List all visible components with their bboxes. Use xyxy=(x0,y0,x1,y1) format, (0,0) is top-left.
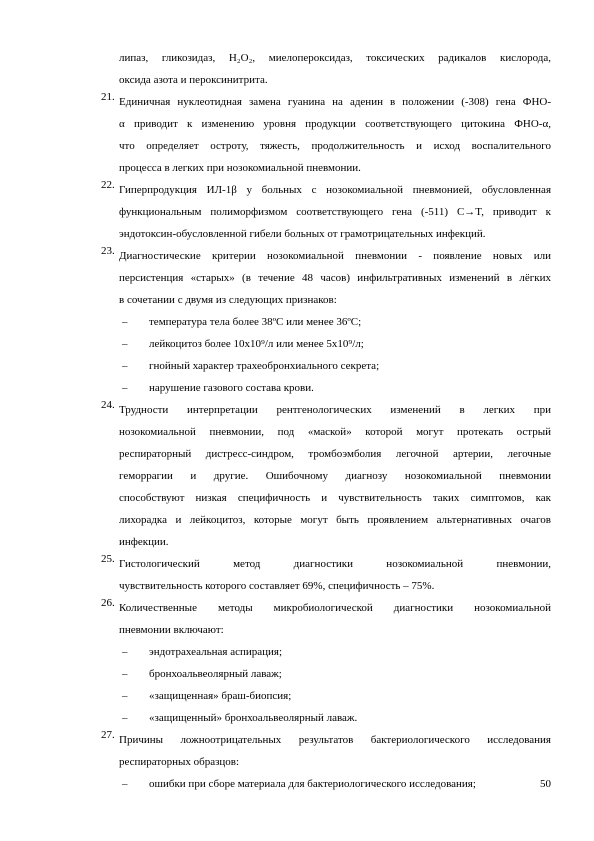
text-line: Единичная нуклеотидная замена гуанина на аденин в положении (-308) гена ФНО- xyxy=(119,96,551,108)
item-number: 23. xyxy=(101,245,115,257)
item-number: 26. xyxy=(101,597,115,609)
dash-marker: – xyxy=(122,338,128,350)
item-number: 25. xyxy=(101,553,115,565)
bullet-text: бронхоальвеолярный лаваж; xyxy=(149,668,282,680)
bullet-item xyxy=(119,333,551,355)
bullet-text: нарушение газового состава крови. xyxy=(149,382,314,394)
dash-marker: – xyxy=(122,360,128,372)
text-line: нозокомиальной пневмонии, под «маской» которой могут протекать острый xyxy=(119,426,551,438)
numbered-item xyxy=(101,729,551,795)
bullet-item xyxy=(119,663,551,685)
text-line: Количественные методы микробиологической диагностики нозокомиальной xyxy=(119,602,551,614)
text-line: респираторных образцов: xyxy=(119,756,240,768)
item-number: 21. xyxy=(101,91,115,103)
text-line: Трудности интерпретации рентгенологических изменений в легких при xyxy=(119,404,551,416)
bullet-text: «защищенный» бронхоальвеолярный лаваж. xyxy=(149,712,358,724)
dash-marker: – xyxy=(122,778,128,790)
bullet-item xyxy=(119,641,551,663)
item-number: 24. xyxy=(101,399,115,411)
dash-marker: – xyxy=(122,382,128,394)
text-line: процесса в легких при нозокомиальной пневмонии. xyxy=(119,162,361,174)
bullet-text: температура тела более 38ºC или менее 36ºC; xyxy=(149,316,362,328)
bullet-item xyxy=(119,377,551,399)
text-line: что определяет остроту, тяжесть, продолжительность и исход воспалительного xyxy=(119,140,551,152)
text-line: Гиперпродукция ИЛ-1β у больных с нозокомиальной пневмонией, обусловленная xyxy=(119,184,551,196)
bullet-item xyxy=(119,773,551,795)
text-line: оксида азота и пероксинитрита. xyxy=(119,74,268,86)
numbered-item xyxy=(101,179,551,245)
text-line: в сочетании с двумя из следующих признаков: xyxy=(119,294,337,306)
page-content xyxy=(101,47,551,795)
text-line: способствуют низкая специфичность и чувствительность таких симптомов, как xyxy=(119,492,551,504)
text-line: респираторный дистресс-синдром, тромбоэмболия легочной артерии, легочные xyxy=(119,448,551,460)
text-line: α приводит к изменению уровня продукции соответствующего цитокина ФНО-α, xyxy=(119,118,551,130)
bullet-text: «защищенная» браш-биопсия; xyxy=(149,690,292,702)
text-line: чувствительность которого составляет 69%, специфичность – 75%. xyxy=(119,580,435,592)
text-line: функциональным полиморфизмом соответствующего гена (-511) C→T, приводит к xyxy=(119,206,551,218)
text-line: Причины ложноотрицательных результатов бактериологического исследования xyxy=(119,734,551,746)
bullet-text: гнойный характер трахеобронхиального секрета; xyxy=(149,360,380,372)
text-line: липаз, гликозидаз, H₂O₂, миелопероксидаз, токсических радикалов кислорода, xyxy=(119,52,551,64)
dash-marker: – xyxy=(122,668,128,680)
text-line: Гистологический метод диагностики нозокомиальной пневмонии, xyxy=(119,558,551,570)
item-number: 27. xyxy=(101,729,115,741)
bullet-item xyxy=(119,355,551,377)
dash-marker: – xyxy=(122,712,128,724)
page-number: 50 xyxy=(540,778,551,790)
text-line: персистенция «старых» (в течение 48 часов) инфильтративных изменений в лёгких xyxy=(119,272,551,284)
bullet-item xyxy=(119,707,551,729)
bullet-text: лейкоцитоз более 10x10⁹/л или менее 5x10⁹/л; xyxy=(149,338,364,350)
item-number: 22. xyxy=(101,179,115,191)
text-line: пневмонии включают: xyxy=(119,624,224,636)
bullet-item xyxy=(119,311,551,333)
dash-marker: – xyxy=(122,646,128,658)
numbered-item xyxy=(101,245,551,399)
numbered-item xyxy=(101,553,551,597)
bullet-text: ошибки при сборе материала для бактериологического исследования; xyxy=(149,778,476,790)
bullet-text: эндотрахеальная аспирация; xyxy=(149,646,282,658)
numbered-item xyxy=(101,399,551,553)
text-line: геморрагии и другие. Ошибочному диагнозу нозокомиальной пневмонии xyxy=(119,470,551,482)
text-line: Диагностические критерии нозокомиальной пневмонии - появление новых или xyxy=(119,250,551,262)
text-line: лихорадка и лейкоцитоз, которые могут быть проявлением альтернативных очагов xyxy=(119,514,551,526)
text-line: эндотоксин-обусловленной гибели больных от грамотрицательных инфекций. xyxy=(119,228,486,240)
bullet-item xyxy=(119,685,551,707)
text-line: инфекции. xyxy=(119,536,169,548)
dash-marker: – xyxy=(122,690,128,702)
numbered-item xyxy=(101,91,551,179)
numbered-item xyxy=(101,597,551,729)
dash-marker: – xyxy=(122,316,128,328)
